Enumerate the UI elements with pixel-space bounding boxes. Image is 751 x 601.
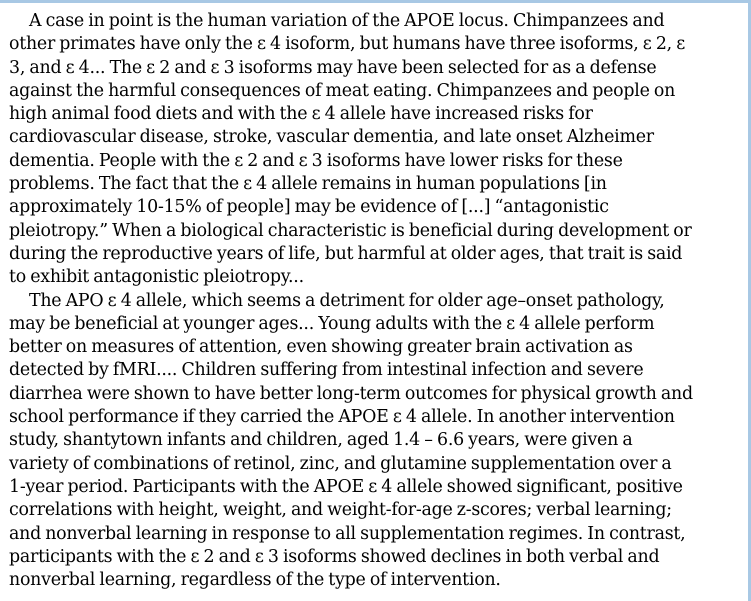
text-line: to exhibit antagonistic pleiotropy...: [9, 267, 304, 288]
text-line: other primates have only the ε 4 isoform, but humans have three isoforms, ε 2, ε: [9, 34, 685, 55]
text-line: and nonverbal learning in response to all supplementation regimes. In contrast,: [9, 523, 686, 544]
document-body: [9, 10, 745, 592]
text-line: 3, and ε 4... The ε 2 and ε 3 isoforms may have been selected for as a defense: [9, 57, 657, 78]
text-line: during the reproductive years of life, but harmful at older ages, that trait is said: [9, 243, 683, 264]
text-line: variety of combinations of retinol, zinc, and glutamine supplementation over a: [9, 453, 672, 474]
text-line: correlations with height, weight, and weight-for-age z-scores; verbal learning;: [9, 500, 672, 521]
text-line: The APO ε 4 allele, which seems a detriment for older age–onset pathology,: [29, 290, 665, 311]
text-line: diarrhea were shown to have better long-term outcomes for physical growth and: [9, 383, 693, 404]
text-line: participants with the ε 2 and ε 3 isoforms showed declines in both verbal and: [9, 546, 660, 567]
text-line: A case in point is the human variation of the APOE locus. Chimpanzees and: [29, 11, 665, 31]
text-line: pleiotropy.” When a biological characteristic is beneficial during development or: [9, 220, 692, 241]
text-line: nonverbal learning, regardless of the type of intervention.: [9, 570, 501, 591]
text-line: problems. The fact that the ε 4 allele remains in human populations [in: [9, 174, 607, 195]
text-line: may be beneficial at younger ages... Young adults with the ε 4 allele perform: [9, 313, 655, 334]
text-line: high animal food diets and with the ε 4 allele have increased risks for: [9, 104, 593, 125]
text-line: against the harmful consequences of meat eating. Chimpanzees and people on: [9, 80, 676, 101]
text-line: dementia. People with the ε 2 and ε 3 isoforms have lower risks for these: [9, 150, 623, 171]
text-line: better on measures of attention, even showing greater brain activation as: [9, 337, 633, 358]
text-line: 1-year period. Participants with the APOE ε 4 allele showed significant, positive: [9, 476, 683, 497]
text-line: cardiovascular disease, stroke, vascular dementia, and late onset Alzheimer: [9, 127, 654, 148]
text-line: detected by fMRI.... Children suffering from intestinal infection and severe: [9, 360, 644, 381]
text-line: study, shantytown infants and children, aged 1.4 – 6.6 years, were given a: [9, 430, 633, 451]
text-line: school performance if they carried the APOE ε 4 allele. In another intervention: [9, 407, 675, 428]
paragraph-1: [9, 10, 745, 290]
text-line: approximately 10-15% of people] may be evidence of [...] “antagonistic: [9, 197, 609, 218]
paragraph-2: [9, 290, 745, 593]
